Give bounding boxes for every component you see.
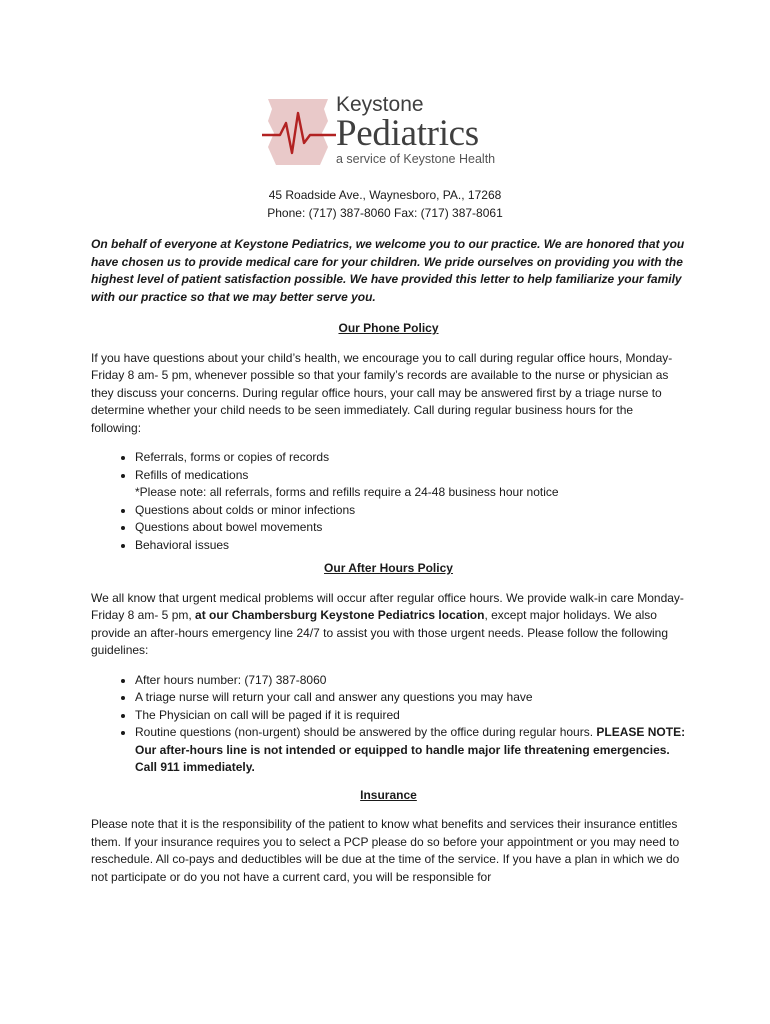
list-item — [135, 467, 686, 502]
phone-policy-list — [91, 449, 686, 554]
list-item-text: Refills of medications — [135, 467, 249, 482]
insurance-heading: Insurance — [360, 787, 417, 802]
list-item: • A triage nurse will return your call and answer any questions you may have — [135, 689, 686, 707]
list-item: • After hours number: (717) 387-8060 — [135, 672, 686, 690]
list-item-text: Routine questions (non-urgent) should be answered by the office during regular hours. — [135, 725, 597, 739]
list-item: • Questions about bowel movements — [135, 519, 686, 537]
intro-paragraph: On behalf of everyone at Keystone Pediatrics, we welcome you to our practice. We are honored that you have chosen us to provide medical care for your children. We pride ourselves on providing you with the highest level of patient satisfaction possible. We have provided this letter to help familiarize your family with our practice so that we may better serve you. — [91, 237, 685, 304]
after-hours-text: , except major holidays. We also provide an after-hours emergency line 24/7 to assist you with those urgent needs. Please follow the following guidelines: — [91, 608, 668, 657]
after-hours-heading: Our After Hours Policy — [324, 561, 453, 575]
refill-note: *Please note: all referrals, forms and refills require a 24-48 business hour notice — [135, 485, 559, 499]
list-item — [135, 724, 686, 777]
list-item: • Questions about colds or minor infections — [135, 502, 686, 520]
after-hours-text: We all know that urgent medical problems will occur after regular office hours. We provide walk-in care Monday- Friday 8 am- 5 pm, — [91, 590, 684, 622]
keystone-heartbeat-icon — [262, 97, 336, 167]
address-line: 45 Roadside Ave., Waynesboro, PA., 17268 — [268, 188, 502, 202]
phone-policy-paragraph: If you have questions about your child’s health, we encourage you to call during regular office hours, Monday- Friday 8 am- 5 pm, whenever possible so that your family’s records are available to the nurse or physician as they discuss your concerns. During regular office hours, your call may be answered first by a triage nurse to determine whether your child needs to be seen immediately. Call during regular business hours for the following: — [91, 350, 673, 435]
logo-brand-sub: a service of Keystone Health — [336, 152, 496, 166]
logo-brand-top: Keystone — [336, 93, 424, 116]
letter-body — [91, 236, 686, 898]
logo-brand-main: Pediatrics — [336, 113, 479, 154]
emergency-warning: PLEASE NOTE: Our after-hours line is not intended or equipped to handle major life threatening emergencies. Call 911 immediately. — [135, 725, 686, 774]
logo-text — [336, 93, 495, 167]
keystone-pediatrics-logo — [262, 93, 512, 171]
phone-policy-heading: Our Phone Policy — [338, 321, 439, 335]
list-item: • Referrals, forms or copies of records — [135, 449, 686, 467]
address-block — [0, 186, 770, 222]
after-hours-list — [91, 672, 686, 777]
list-item: • The Physician on call will be paged if it is required — [135, 707, 686, 725]
list-item: • Behavioral issues — [135, 537, 686, 555]
insurance-paragraph: Please note that it is the responsibility of the patient to know what benefits and services their insurance entitles them. If your insurance requires you to select a PCP please do so before your appointment or you may need to reschedule. All co-pays and deductibles will be due at the time of the service. If you have a plan in which we do not participate or do you not have a current card, you will be responsible for — [91, 817, 680, 884]
phone-fax-line: Phone: (717) 387-8060 Fax: (717) 387-8061 — [267, 206, 503, 220]
after-hours-location: at our Chambersburg Keystone Pediatrics location — [195, 608, 485, 622]
after-hours-paragraph — [91, 590, 686, 660]
